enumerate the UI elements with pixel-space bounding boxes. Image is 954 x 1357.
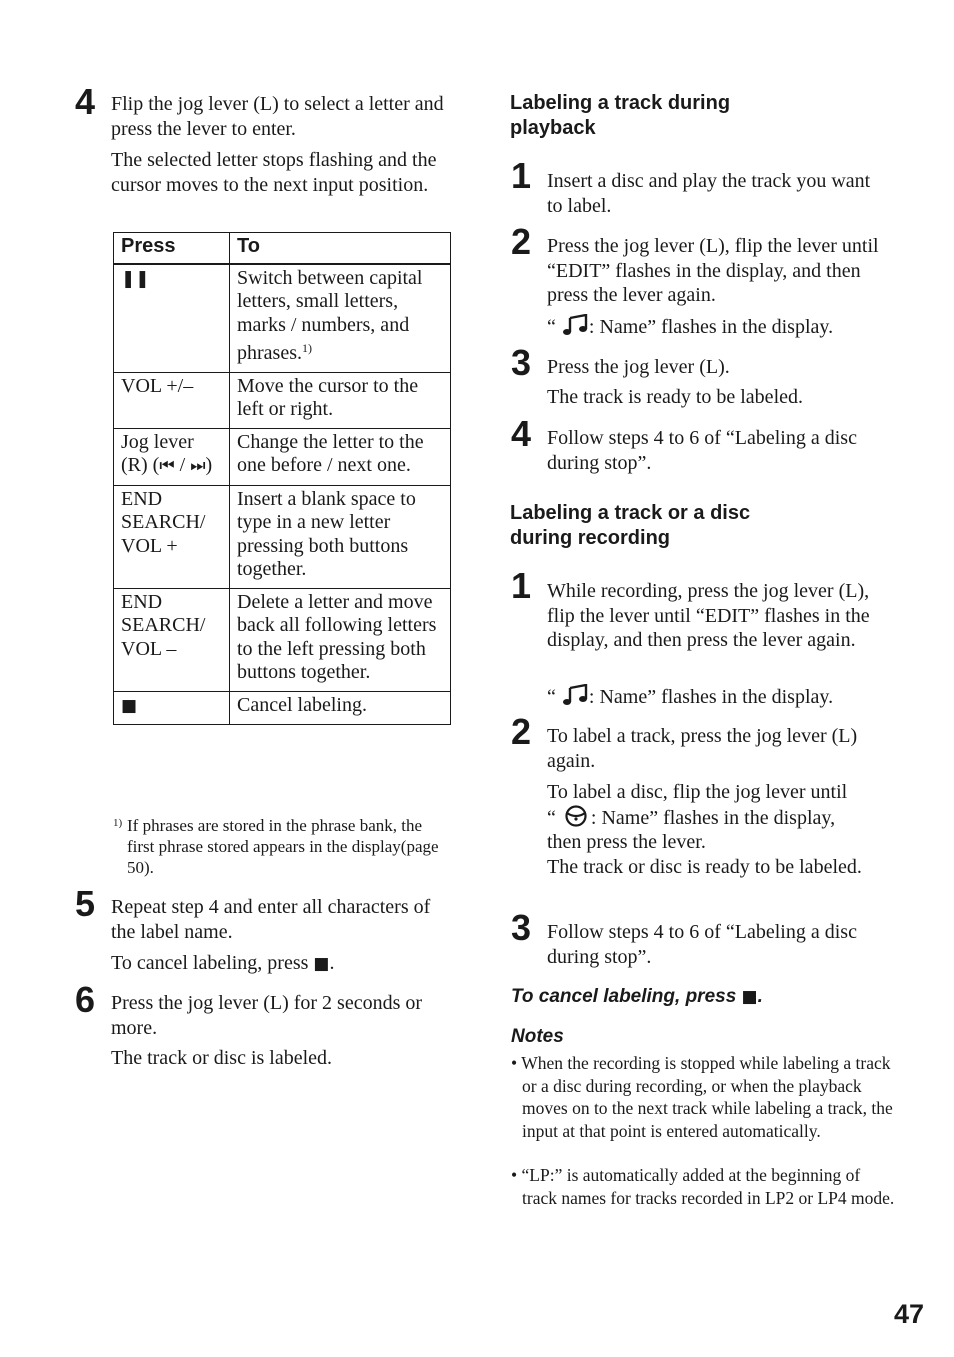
row-4-press: END SEARCH/ VOL + <box>114 485 230 588</box>
step-5-cancel: To cancel labeling, press ■. <box>111 952 335 974</box>
recording-step-2-text: To label a track, press the jog lever (L) again. <box>547 725 858 772</box>
previous-track-icon: ⏮ <box>159 456 175 476</box>
table-row <box>114 372 451 428</box>
pause-icon: ❚❚ <box>121 268 150 289</box>
header-to: To <box>230 233 451 264</box>
table-row <box>114 485 451 588</box>
step-number-1: 1 <box>511 155 532 196</box>
step-number-1: 1 <box>511 565 532 606</box>
row-3-press: Jog lever (R) (⏮ / ⏭) <box>114 428 230 485</box>
music-note-icon <box>561 314 589 336</box>
row-5-press: END SEARCH/ VOL – <box>114 588 230 691</box>
playback-step-2-flash: “ : Name” flashes in the display. <box>547 316 834 338</box>
table-row <box>114 588 451 691</box>
step-number-6: 6 <box>75 979 96 1020</box>
step-4-text: Flip the jog lever (L) to select a letter and press the lever to enter. <box>111 93 444 140</box>
cancel-labeling-heading: To cancel labeling, press ■. <box>511 986 763 1007</box>
section-heading-recording: Labeling a track or a disc during recording <box>510 502 751 549</box>
note-item: • When the recording is stopped while labeling a track or a disc during recording, or when the playback moves on to the next track while labeling a track, the input at that point is entered automatically. <box>511 1053 893 1141</box>
step-number-2: 2 <box>511 221 532 262</box>
note-item: • “LP:” is automatically added at the beginning of track names for tracks recorded in LP2 or LP4 mode. <box>511 1165 895 1208</box>
playback-step-2-text: Press the jog lever (L), flip the lever until “EDIT” flashes in the display, and then press the lever again. <box>547 235 879 306</box>
playback-step-3-result: The track is ready to be labeled. <box>547 386 803 408</box>
header-press: Press <box>114 233 230 264</box>
stop-icon: ■ <box>121 695 138 716</box>
playback-step-1-text: Insert a disc and play the track you want to label. <box>547 170 871 217</box>
table-header-row <box>114 233 451 264</box>
next-track-icon: ⏭ <box>190 456 206 476</box>
table-row <box>114 428 451 485</box>
footnote <box>113 815 453 878</box>
section-heading-playback: Labeling a track during playback <box>510 92 731 139</box>
step-6-result: The track or disc is labeled. <box>111 1047 333 1069</box>
step-number-5: 5 <box>75 883 96 924</box>
recording-step-3-text: Follow steps 4 to 6 of “Labeling a disc during stop”. <box>547 921 857 968</box>
footnote-mark: 1) <box>113 817 123 829</box>
recording-step-1-text: While recording, press the jog lever (L), flip the lever until “EDIT” flashes in the display, and then press the lever again. <box>547 580 870 651</box>
step-number-3: 3 <box>511 907 532 948</box>
row-2-to: Move the cursor to the left or right. <box>230 372 451 428</box>
row-1-to: Switch between capital letters, small letters, marks / numbers, and phrases. <box>237 266 423 364</box>
step-4-result: The selected letter stops flashing and the cursor moves to the next input position. <box>111 149 437 196</box>
step-number-3: 3 <box>511 342 532 383</box>
row-3-to: Change the letter to the one before / next one. <box>230 428 451 485</box>
step-number-4: 4 <box>511 413 532 454</box>
row-6-to: Cancel labeling. <box>230 691 451 725</box>
page-number: 47 <box>893 1299 924 1329</box>
table-row <box>114 691 451 725</box>
step-number-4: 4 <box>75 81 96 122</box>
step-number-2: 2 <box>511 711 532 752</box>
recording-step-1-flash: “ : Name” flashes in the display. <box>547 686 834 708</box>
step-5-text: Repeat step 4 and enter all characters of the label name. <box>111 896 431 943</box>
step-6-text: Press the jog lever (L) for 2 seconds or more. <box>111 992 423 1039</box>
table-row <box>114 264 451 373</box>
stop-icon: ■ <box>313 954 330 974</box>
stop-icon: ■ <box>741 987 758 1007</box>
footnote-text: If phrases are stored in the phrase bank, the first phrase stored appears in the display(page 50). <box>127 816 439 877</box>
notes-title: Notes <box>511 1026 564 1047</box>
disc-icon <box>561 805 591 827</box>
footnote-ref: 1) <box>301 341 312 355</box>
music-note-icon <box>561 684 589 706</box>
playback-step-4-text: Follow steps 4 to 6 of “Labeling a disc during stop”. <box>547 427 857 474</box>
row-2-press: VOL +/– <box>114 372 230 428</box>
key-function-table <box>113 232 451 725</box>
recording-step-2-disc: To label a disc, flip the jog lever until “ : Name” flashes in the display, then press the lever. The track or disc is ready to be labeled. <box>547 781 862 878</box>
row-5-to: Delete a letter and move back all following letters to the left pressing both buttons together. <box>230 588 451 691</box>
playback-step-3-text: Press the jog lever (L). <box>547 356 730 378</box>
row-4-to: Insert a blank space to type in a new letter pressing both buttons together. <box>230 485 451 588</box>
